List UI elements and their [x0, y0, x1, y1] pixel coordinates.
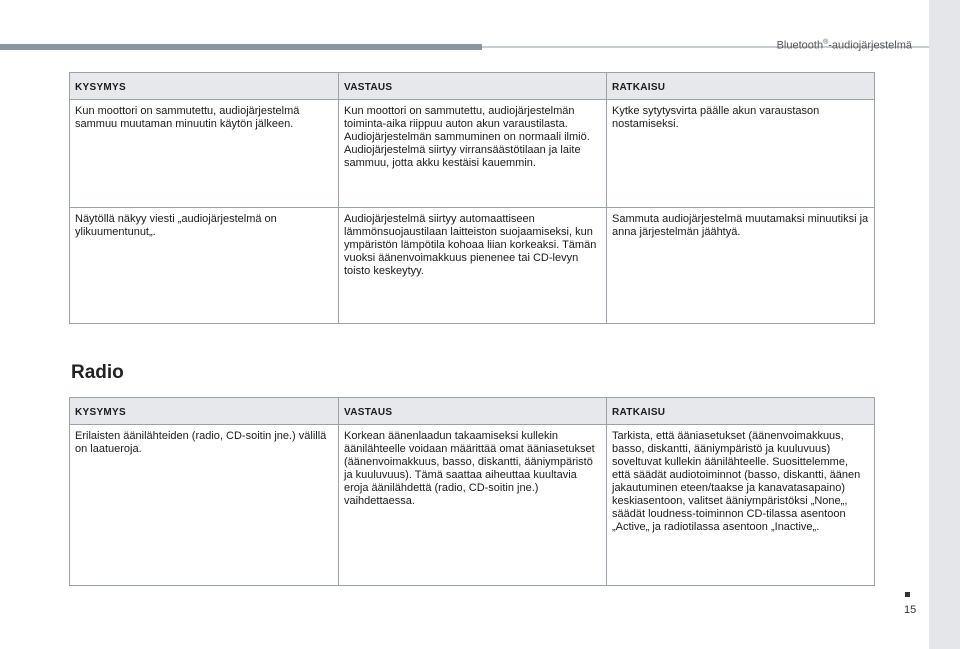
- column-header-kysymys: KYSYMYS: [70, 73, 339, 100]
- cell-ratkaisu: Sammuta audiojärjestelmä muutamaksi minuutiksi ja anna järjestelmän jäähtyä.: [607, 208, 875, 324]
- header-rule-dark: [0, 44, 482, 50]
- cell-vastaus: Korkean äänenlaadun takaamiseksi kullekin äänilähteelle voidaan määrittää omat ääniasetukset (äänenvoimakkuus, basso, diskantti, ääniympäristö ja kuuluvuus). Tämä saattaa aiheuttaa kuultavia eroja äänilähdettä (radio, CD-soitin jne.) vaihdettaessa.: [339, 425, 607, 586]
- column-header-ratkaisu: RATKAISU: [607, 398, 875, 425]
- header-title-rest: -audiojärjestelmä: [828, 39, 912, 52]
- header-title-main: Bluetooth: [776, 39, 824, 52]
- page-marker: [905, 592, 910, 597]
- column-header-vastaus: VASTAUS: [339, 73, 607, 100]
- table-row: [70, 425, 875, 586]
- radio-troubleshooting-table: [69, 397, 875, 586]
- cell-ratkaisu: Kytke sytytysvirta päälle akun varaustason nostamiseksi.: [607, 100, 875, 208]
- cell-vastaus: Kun moottori on sammutettu, audiojärjestelmän toiminta-aika riippuu auton akun varaustilasta. Audiojärjestelmän sammuminen on normaali ilmiö. Audiojärjestelmä siirtyy virransäästötilaan ja laite sammuu, jotta akku kestäisi kauemmin.: [339, 100, 607, 208]
- running-header: [777, 39, 912, 52]
- header-title-sup: ®: [823, 39, 829, 46]
- column-header-ratkaisu: RATKAISU: [607, 73, 875, 100]
- section-title-radio: Radio: [71, 362, 124, 383]
- troubleshooting-table: [69, 72, 875, 324]
- cell-kysymys: Näytöllä näkyy viesti „audiojärjestelmä on ylikuumentunut„.: [70, 208, 339, 324]
- table-row: [70, 208, 875, 324]
- table-row: [70, 100, 875, 208]
- table-header-row: [70, 398, 875, 425]
- column-header-kysymys: KYSYMYS: [70, 398, 339, 425]
- cell-kysymys: Kun moottori on sammutettu, audiojärjestelmä sammuu muutaman minuutin käytön jälkeen.: [70, 100, 339, 208]
- cell-kysymys: Erilaisten äänilähteiden (radio, CD-soitin jne.) välillä on laatueroja.: [70, 425, 339, 586]
- cell-vastaus: Audiojärjestelmä siirtyy automaattiseen lämmönsuojaustilaan laitteiston suojaamiseksi, kun ympäristön lämpötila kohoaa liian korkeaksi. Tämän vuoksi äänenvoimakkuus pienenee tai CD-levyn toisto keskeytyy.: [339, 208, 607, 324]
- column-header-vastaus: VASTAUS: [339, 398, 607, 425]
- page-number: 15: [904, 604, 917, 616]
- cell-ratkaisu: Tarkista, että ääniasetukset (äänenvoimakkuus, basso, diskantti, ääniympäristö ja kuuluvuus) soveltuvat kullekin äänilähteelle. Suosittelemme, että säädät audiotoiminnot (basso, diskantti, äänen jakautuminen eteen/taakse ja kanavatasapaino) keskiasentoon, valitset ääniympäristöksi „None„, säädät loudness-toiminnon CD-tilassa asentoon „Active„ ja radiotilassa asentoon „Inactive„.: [607, 425, 875, 586]
- table-header-row: [70, 73, 875, 100]
- side-thumb-strip: [929, 0, 960, 649]
